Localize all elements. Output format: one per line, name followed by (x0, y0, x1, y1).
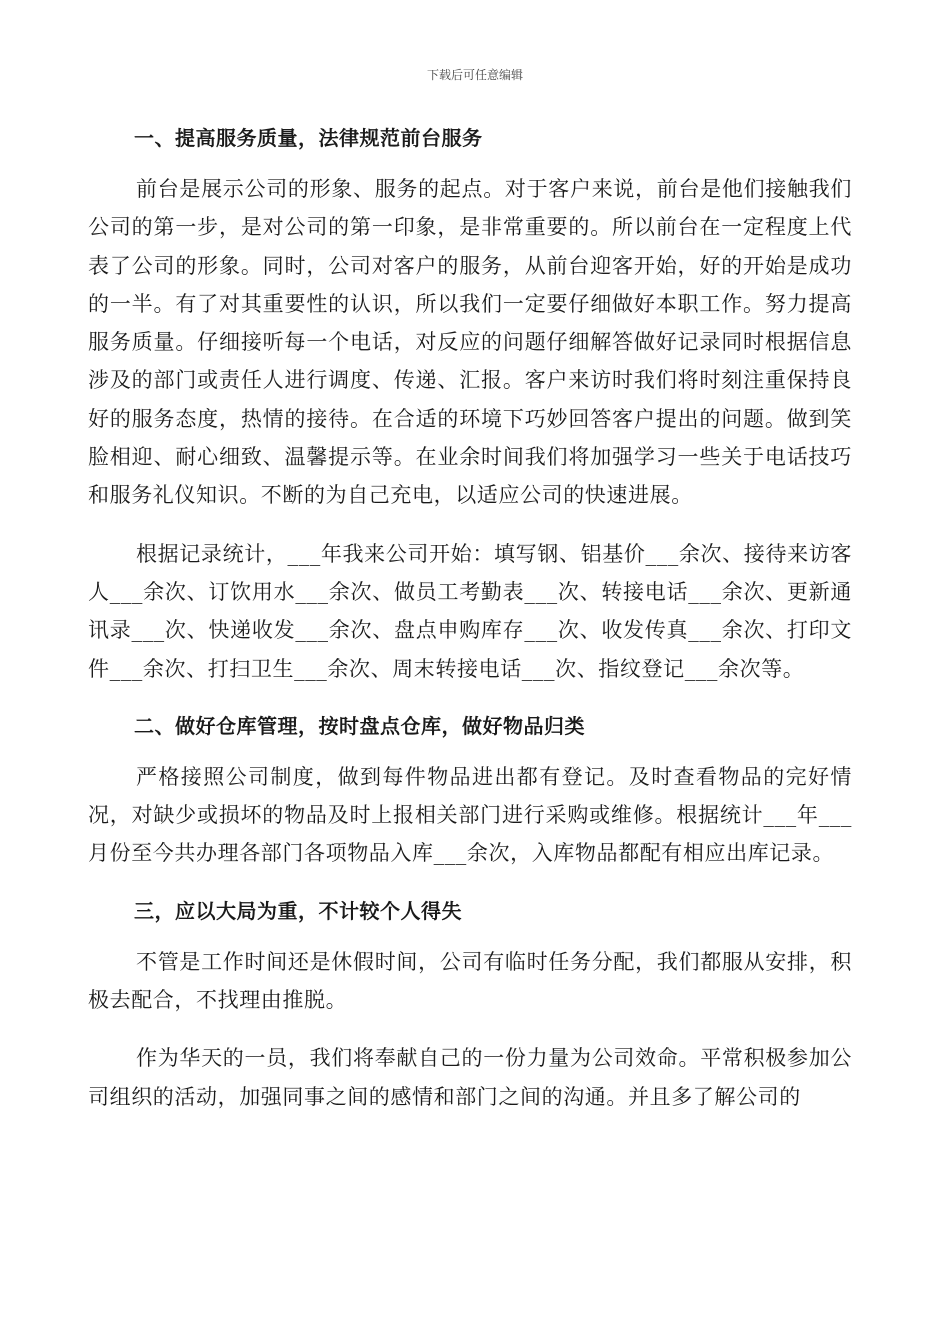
section-heading-2: 二、做好仓库管理，按时盘点仓库，做好物品归类 (134, 713, 585, 738)
paragraph-team: 作为华天的一员，我们将奉献自己的一份力量为公司效命。平常积极参加公司组织的活动，加强同事之间的感情和部门之间的沟通。并且多了解公司的 (88, 1046, 852, 1109)
paragraph-front-desk: 前台是展示公司的形象、服务的起点。对于客户来说，前台是他们接触我们公司的第一步，是对公司的第一印象，是非常重要的。所以前台在一定程度上代表了公司的形象。同时，公司对客户的服务，从前台迎客开始，好的开始是成功的一半。有了对其重要性的认识，所以我们一定要仔细做好本职工作。努力提高服务质量。仔细接听每一个电话，对反应的问题仔细解答做好记录同时根据信息涉及的部门或责任人进行调度、传递、汇报。客户来访时我们将时刻注重保持良好的服务态度，热情的接待。在合适的环境下巧妙回答客户提出的问题。做到笑脸相迎、耐心细致、温馨提示等。在业余时间我们将加强学习一些关于电话技巧和服务礼仪知识。不断的为自己充电，以适应公司的快速进展。 (88, 177, 852, 508)
section-heading-1: 一、提高服务质量，法律规范前台服务 (134, 126, 483, 150)
paragraph-statistics: 根据记录统计，___年我来公司开始：填写钢、铝基价___余次、接待来访客人___余次、订饮用水___余次、做员工考勤表___次、转接电话___余次、更新通讯录___次、快递收发___余次、盘点申购库存___次、收发传真___余次、打印文件___余次、打扫卫生___余次、周末转接电话___次、指纹登记___余次等。 (88, 541, 852, 681)
paragraph-overall: 不管是工作时间还是休假时间，公司有临时任务分配，我们都服从安排，积极去配合，不找理由推脱。 (88, 949, 852, 1013)
section-heading-3: 三，应以大局为重，不计较个人得失 (134, 898, 462, 923)
paragraph-warehouse: 严格接照公司制度，做到每件物品进出都有登记。及时查看物品的完好情况，对缺少或损坏的物品及时上报相关部门进行采购或维修。根据统计___年___月份至今共办理各部门各项物品入库___余次，入库物品都配有相应出库记录。 (88, 764, 852, 866)
document-body (88, 120, 852, 1116)
header-note: 下载后可任意编辑 (426, 68, 523, 82)
